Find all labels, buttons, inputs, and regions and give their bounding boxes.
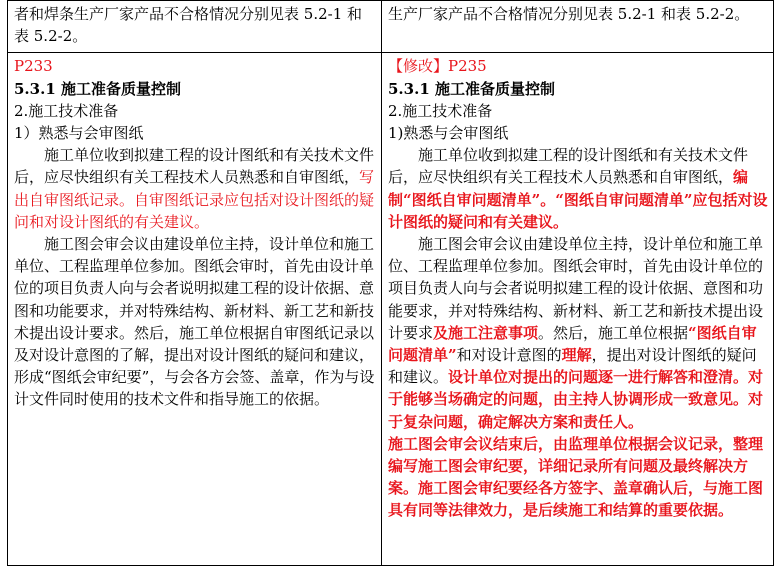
right-p2-highlight-2: “图纸自审问题清单” — [388, 323, 757, 365]
right-subheading-2: 1)熟悉与会审图纸 — [388, 124, 509, 143]
right-paragraph-1 — [388, 144, 768, 233]
left-section-heading: 5.3.1 施工准备质量控制 — [14, 79, 181, 98]
right-top-text: 生产厂家产品不合格情况分别见表 5.2-1 和表 5.2-2。 — [388, 5, 750, 23]
original-text-cell — [8, 53, 382, 566]
right-p1-highlight: 编制“图纸自审问题清单”。“图纸自审问题清单”应包括对设计图纸的疑问和有关建议。 — [388, 168, 768, 231]
right-continuation-cell — [382, 1, 774, 53]
left-paragraph-1 — [14, 144, 376, 233]
left-subheading-2: 1）熟悉与会审图纸 — [14, 124, 144, 143]
right-p1-normal: 施工单位收到拟建工程的设计图纸和有关技术文件后，应尽快组织有关工程技术人员熟悉和自审图纸， — [388, 146, 749, 187]
content-row — [8, 53, 774, 566]
right-p2-normal-a: 施工图会审会议由建设单位主持，设计单位和施工单位、工程监理单位参加。图纸会审时，首先由设计单位的项目负责人向与会者说明拟建工程的设计依据、意图和功能要求，并对特殊结构、新材料、新工艺和新技术提出设计要求 — [388, 235, 764, 342]
right-section-heading: 5.3.1 施工准备质量控制 — [388, 79, 555, 98]
left-p1-normal: 施工单位收到拟建工程的设计图纸和有关技术文件后，应尽快组织有关工程技术人员熟悉和自审图纸， — [14, 146, 375, 187]
right-paragraph-3: 施工图会审会议结束后，由监理单位根据会议记录，整理编写施工图会审纪要，详细记录所有问题及最终解决方案。施工图会审纪要经各方签字、盖章确认后，与施工图具有同等法律效力，是后续施工和结算的重要依据。 — [388, 434, 764, 520]
left-subheading-1: 2.施工技术准备 — [14, 101, 119, 120]
right-paragraph-2 — [388, 233, 768, 433]
comparison-table — [7, 0, 774, 566]
left-top-text: 者和焊条生产厂家产品不合格情况分别见表 5.2-1 和表 5.2-2。 — [14, 5, 363, 46]
right-page-ref: 【修改】P235 — [388, 57, 487, 76]
left-page-ref: P233 — [14, 57, 53, 76]
right-p2-highlight-3: 理解 — [561, 346, 592, 365]
revised-text-cell — [382, 53, 774, 566]
right-p2-normal-d: ，提出对设计图纸的疑问和建议。 — [388, 346, 757, 387]
right-p2-normal-b: 。然后，施工单位根据 — [538, 323, 689, 342]
right-subheading-1: 2.施工技术准备 — [388, 101, 493, 120]
left-continuation-cell — [8, 1, 382, 53]
right-p2-highlight-1: 及施工注意事项 — [433, 323, 539, 342]
left-paragraph-2: 施工图会审会议由建设单位主持，设计单位和施工单位、工程监理单位参加。图纸会审时，首先由设计单位的项目负责人向与会者说明拟建工程的设计依据、意图和功能要求，并对特殊结构、新材料、新工艺和新技术提出设计要求。然后，施工单位根据自审图纸记录以及对设计意图的了解，提出对设计图纸的疑问和建议，形成“图纸会审纪要”，与会各方会签、盖章，作为与设计文件同时使用的技术文件和指导施工的依据。 — [14, 235, 375, 409]
continuation-row — [8, 1, 774, 53]
right-p2-normal-c: 和对设计意图的 — [456, 346, 562, 365]
right-p2-highlight-4: 设计单位对提出的问题逐一进行解答和澄清。对于能够当场确定的问题，由主持人协调形成一致意见。对于复杂问题，确定解决方案和责任人。 — [388, 368, 764, 431]
left-p1-highlight: 写出自审图纸记录。自审图纸记录应包括对设计图纸的疑问和对设计图纸的有关建议。 — [14, 168, 375, 231]
